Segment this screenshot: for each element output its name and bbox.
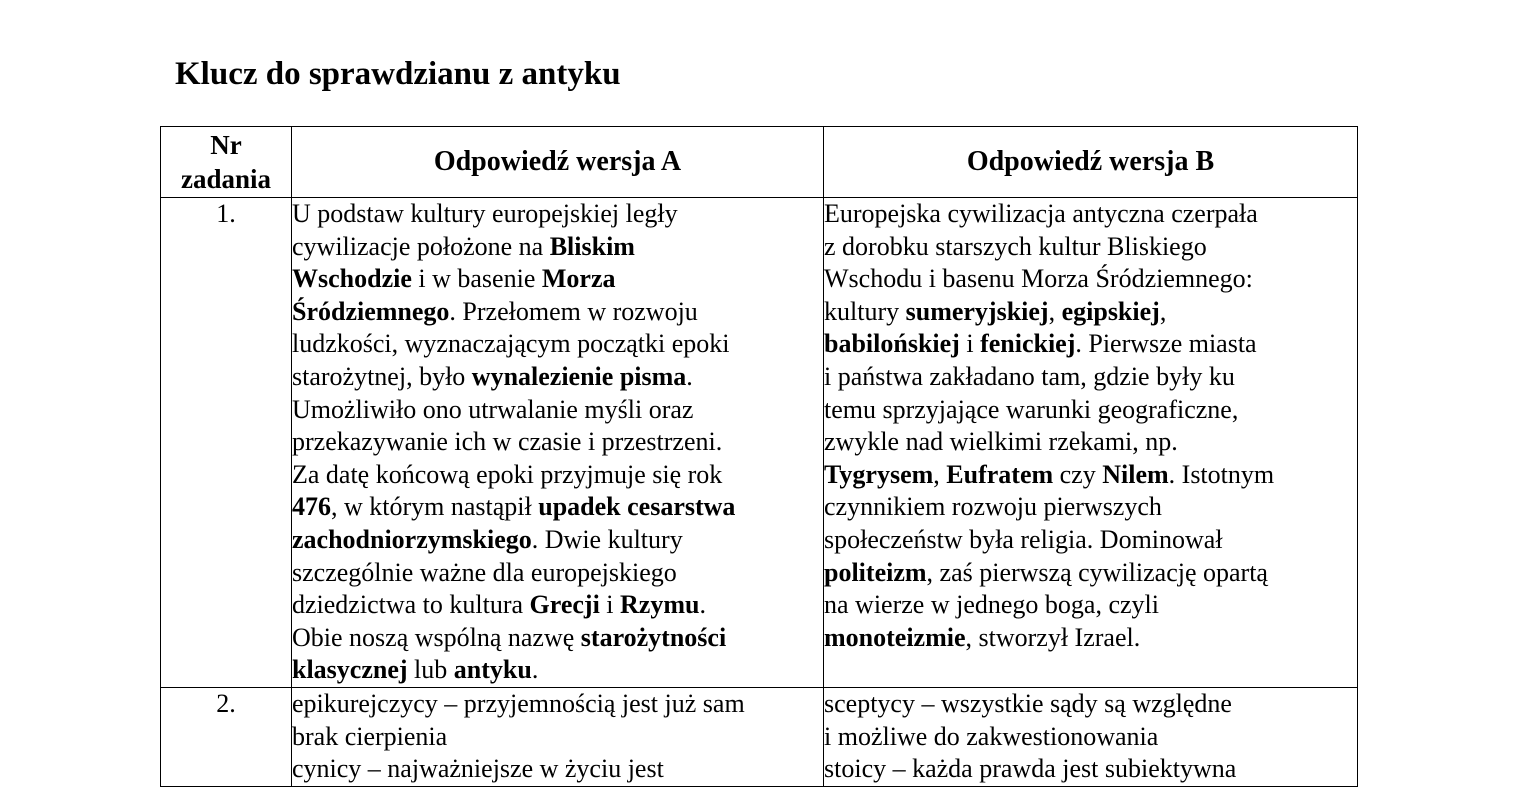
keyword: sumeryjskiej bbox=[905, 296, 1049, 326]
keyword: klasycznej bbox=[292, 655, 408, 685]
text-line: czynnikiem rozwoju pierwszych bbox=[824, 492, 1162, 522]
header-task-number bbox=[161, 127, 292, 198]
text-line: cynicy – najważniejsze w życiu jest bbox=[292, 754, 664, 784]
text-line: i państwa zakładano tam, gdzie były ku bbox=[824, 361, 1235, 391]
text-line: z dorobku starszych kultur Bliskiego bbox=[824, 231, 1207, 261]
text-line: Europejska cywilizacja antyczna czerpała bbox=[824, 199, 1258, 228]
keyword: egipskiej bbox=[1061, 296, 1160, 326]
text-line: U podstaw kultury europejskiej legły bbox=[292, 199, 678, 228]
keyword: wynalezienie pisma bbox=[471, 361, 687, 391]
header-version-a: Odpowiedź wersja A bbox=[292, 127, 824, 198]
text-line: Wschodu i basenu Morza Śródziemnego: bbox=[824, 264, 1253, 294]
text-line: Tygrysem, Eufratem czy Nilem. Istotnym bbox=[824, 459, 1275, 489]
text-line: temu sprzyjające warunki geograficzne, bbox=[824, 394, 1239, 424]
keyword: Wschodzie bbox=[292, 264, 412, 294]
task-number: 2. bbox=[161, 687, 292, 786]
text-line: przekazywanie ich w czasie i przestrzeni. bbox=[292, 427, 723, 457]
text-line: zachodniorzymskiego. Dwie kultury bbox=[292, 524, 683, 554]
task-number: 1. bbox=[161, 198, 292, 688]
keyword: Grecji bbox=[529, 590, 600, 620]
text-line: Śródziemnego. Przełomem w rozwoju bbox=[292, 296, 698, 326]
text-line: monoteizmie, stworzył Izrael. bbox=[824, 622, 1141, 652]
text-line: epikurejczycy – przyjemnością jest już sam bbox=[292, 688, 745, 718]
answer-version-a bbox=[292, 198, 824, 688]
header-zadania-label: zadania bbox=[180, 164, 272, 194]
text-line: Wschodzie i w basenie Morza bbox=[292, 264, 616, 294]
text-line: ludzkości, wyznaczającym początki epoki bbox=[292, 329, 730, 359]
keyword: upadek cesarstwa bbox=[538, 492, 736, 522]
keyword: zachodniorzymskiego bbox=[292, 524, 532, 554]
text-line: babilońskiej i fenickiej. Pierwsze miasta bbox=[824, 329, 1257, 359]
table-row bbox=[161, 687, 1358, 786]
keyword: monoteizmie bbox=[824, 622, 966, 652]
keyword: Nilem bbox=[1102, 459, 1169, 489]
text-line: brak cierpienia bbox=[292, 721, 448, 751]
keyword: babilońskiej bbox=[824, 329, 960, 359]
text-line: 476, w którym nastąpił upadek cesarstwa bbox=[292, 492, 736, 522]
keyword: starożytności bbox=[580, 622, 727, 652]
text-line: szczególnie ważne dla europejskiego bbox=[292, 557, 677, 587]
text-line: i możliwe do zakwestionowania bbox=[824, 721, 1159, 751]
text-line: Obie noszą wspólną nazwę starożytności bbox=[292, 622, 727, 652]
answer-key-table bbox=[160, 126, 1358, 787]
text-line: politeizm, zaś pierwszą cywilizację opartą bbox=[824, 557, 1268, 587]
text-line: starożytnej, było wynalezienie pisma. bbox=[292, 361, 693, 391]
table-row bbox=[161, 198, 1358, 688]
keyword: Śródziemnego bbox=[292, 296, 450, 326]
table-header-row bbox=[161, 127, 1358, 198]
text-line: cywilizacje położone na Bliskim bbox=[292, 231, 635, 261]
keyword: Morza bbox=[541, 264, 616, 294]
text-line: klasycznej lub antyku. bbox=[292, 655, 539, 685]
keyword: 476 bbox=[292, 492, 331, 522]
answer-version-a bbox=[292, 687, 824, 786]
text-line: sceptycy – wszystkie sądy są względne bbox=[824, 688, 1232, 718]
keyword: politeizm bbox=[824, 557, 927, 587]
header-nr-label: Nr bbox=[210, 130, 242, 160]
text-line: kultury sumeryjskiej, egipskiej, bbox=[824, 296, 1167, 326]
text-line: dziedzictwa to kultura Grecji i Rzymu. bbox=[292, 590, 706, 620]
answer-version-b bbox=[824, 687, 1358, 786]
keyword: Tygrysem bbox=[824, 459, 934, 489]
text-line: na wierze w jednego boga, czyli bbox=[824, 590, 1159, 620]
text-line: stoicy – każda prawda jest subiektywna bbox=[824, 754, 1237, 784]
keyword: Rzymu bbox=[620, 590, 700, 620]
answer-version-b bbox=[824, 198, 1358, 688]
keyword: fenickiej bbox=[980, 329, 1076, 359]
page-title: Klucz do sprawdzianu z antyku bbox=[175, 56, 621, 92]
keyword: antyku bbox=[453, 655, 532, 685]
text-line: społeczeństw była religia. Dominował bbox=[824, 524, 1223, 554]
text-line: zwykle nad wielkimi rzekami, np. bbox=[824, 427, 1178, 457]
text-line: Umożliwiło ono utrwalanie myśli oraz bbox=[292, 394, 694, 424]
keyword: Bliskim bbox=[549, 231, 635, 261]
text-line: Za datę końcową epoki przyjmuje się rok bbox=[292, 459, 723, 489]
keyword: Eufratem bbox=[946, 459, 1054, 489]
header-version-b: Odpowiedź wersja B bbox=[824, 127, 1358, 198]
